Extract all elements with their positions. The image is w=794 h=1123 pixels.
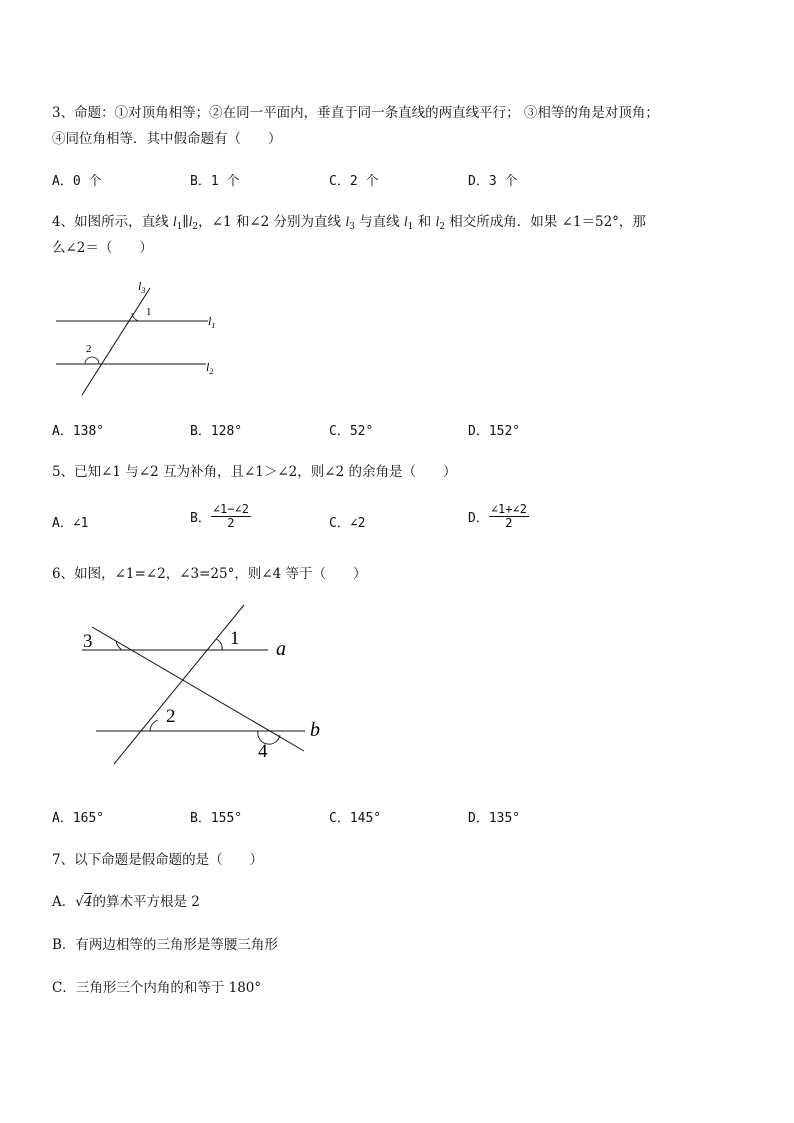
angle-2-arc xyxy=(150,720,158,731)
q5-option-c: C．∠2 xyxy=(329,516,366,531)
sqrt-radicand: 4 xyxy=(83,894,93,910)
transversal-2 xyxy=(92,627,304,751)
q6-option-c: C．145° xyxy=(329,811,382,826)
label-l3: $l_3$ xyxy=(138,279,146,295)
q4-stem-line1: 4、如图所示，直线 $l_1\parallel l_2$，∠1 和∠2 分别为直线 $l_3$ 与直线 $l_1$ 和 $l_2$ 相交所成角．如果 ∠1＝52°，那 xyxy=(52,214,646,232)
q4-option-d: D．152° xyxy=(468,424,521,439)
q3-option-d: D．3 个 xyxy=(468,174,518,189)
q7-option-c: C．三角形三个内角的和等于 180° xyxy=(52,980,262,996)
q5-option-d: D． $\frac{\angle 1+\angle 2}{2}$ xyxy=(468,502,527,530)
q4-parallel-lines-figure xyxy=(50,278,240,398)
q6-option-a: A．165° xyxy=(52,811,105,826)
q5-option-b-fraction: $\frac{\angle 1-\angle 2}{2}$ xyxy=(212,502,249,530)
q5-stem: 5、已知∠1 与∠2 互为补角，且∠1＞∠2，则∠2 的余角是（ ） xyxy=(52,464,457,480)
label-l1: $l_1$ xyxy=(208,314,216,330)
label-angle-2: 2 xyxy=(86,343,92,355)
q5-option-b: B． $\frac{\angle 1-\angle 2}{2}$ xyxy=(190,502,249,530)
q4-option-c: C．52° xyxy=(329,424,374,439)
q3-option-a: A．0 个 xyxy=(52,174,102,189)
q7-option-a: A．√4的算术平方根是 2 xyxy=(52,894,200,910)
q3-stem-line2: ④同位角相等．其中假命题有（ ） xyxy=(52,131,282,147)
label-l2: $l_2$ xyxy=(206,360,214,376)
angle-2-arc xyxy=(85,357,99,364)
q5-option-a: A．∠1 xyxy=(52,516,89,531)
angle-1-arc xyxy=(216,639,222,650)
q4-option-a: A．138° xyxy=(52,424,105,439)
label-angle-1: 1 xyxy=(230,628,240,649)
transversal-1 xyxy=(114,605,244,764)
q7-option-b: B．有两边相等的三角形是等腰三角形 xyxy=(52,937,278,953)
sqrt-symbol: √ xyxy=(75,894,84,910)
q6-stem: 6、如图，∠1=∠2，∠3=25°，则∠4 等于（ ） xyxy=(52,566,367,582)
label-angle-3: 3 xyxy=(83,631,93,652)
label-angle-1: 1 xyxy=(146,306,152,318)
q4-stem-line2: 么∠2＝（ ） xyxy=(52,240,153,256)
label-angle-4: 4 xyxy=(258,741,268,762)
q3-option-c: C．2 个 xyxy=(329,174,379,189)
q6-option-b: B．155° xyxy=(190,811,243,826)
label-line-b: b xyxy=(310,719,320,741)
q4-option-b: B．128° xyxy=(190,424,243,439)
q3-option-b: B．1 个 xyxy=(190,174,240,189)
q6-option-d: D．135° xyxy=(468,811,521,826)
q3-stem-line1: 3、命题：①对顶角相等；②在同一平面内，垂直于同一条直线的两直线平行； ③相等的角是对顶角； xyxy=(52,105,659,121)
q6-geometry-figure xyxy=(72,600,342,772)
line-l3 xyxy=(82,288,150,395)
q7-stem: 7、以下命题是假命题的是（ ） xyxy=(52,852,264,868)
label-angle-2: 2 xyxy=(166,706,176,727)
q5-option-d-fraction: $\frac{\angle 1+\angle 2}{2}$ xyxy=(490,502,527,530)
label-line-a: a xyxy=(276,638,286,660)
